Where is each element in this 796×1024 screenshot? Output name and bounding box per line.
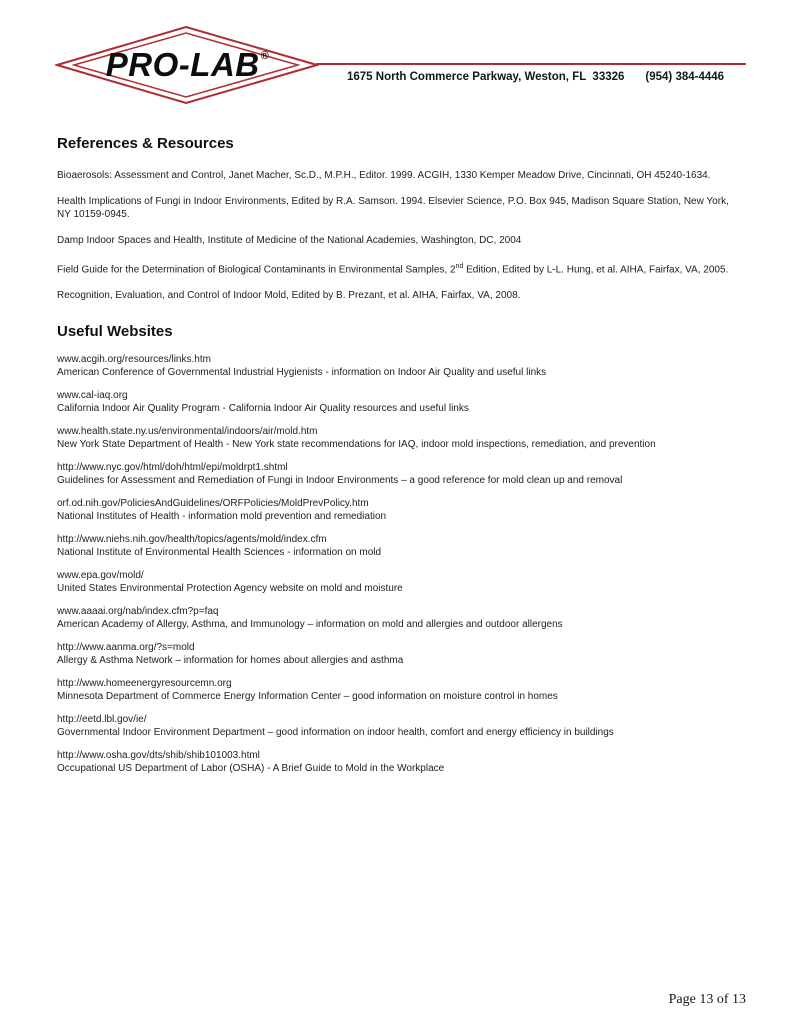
reference-item: Damp Indoor Spaces and Health, Institute of Medicine of the National Academies, Washington, DC, 2004 bbox=[57, 235, 522, 246]
website-url: http://www.nyc.gov/html/doh/html/epi/moldrpt1.shtml bbox=[57, 462, 288, 474]
registered-trademark-symbol: ® bbox=[260, 50, 270, 62]
company-address: 1675 North Commerce Parkway, Weston, FL 33326 bbox=[347, 71, 625, 83]
website-description: Occupational US Department of Labor (OSHA) - A Brief Guide to Mold in the Workplace bbox=[57, 763, 445, 775]
website-description: National Institute of Environmental Health Sciences - information on mold bbox=[57, 547, 382, 559]
document-content bbox=[57, 110, 756, 785]
reference-item bbox=[57, 195, 756, 221]
reference-item: Recognition, Evaluation, and Control of Indoor Mold, Edited by B. Prezant, et al. AIHA, Fairfax, VA, 2008. bbox=[57, 290, 521, 302]
website-url: www.acgih.org/resources/links.htm bbox=[57, 354, 211, 366]
website-url: www.aaaai.org/nab/index.cfm?p=faq bbox=[57, 606, 219, 618]
reference-line-1: Health Implications of Fungi in Indoor Environments, Edited by R.A. Samson. 1994. Elsevier Science, P.O. Box 945, Madison Square Station, New York, bbox=[57, 196, 729, 207]
website-url: www.epa.gov/mold/ bbox=[57, 570, 144, 582]
website-entry bbox=[57, 677, 756, 703]
company-phone: (954) 384-4446 bbox=[645, 71, 725, 83]
website-url: http://eetd.lbl.gov/ie/ bbox=[57, 714, 147, 726]
website-entry bbox=[57, 461, 756, 487]
website-description: United States Environmental Protection Agency website on mold and moisture bbox=[57, 583, 403, 595]
website-description: American Conference of Governmental Industrial Hygienists - information on Indoor Air Quality and useful links bbox=[57, 367, 547, 379]
website-description: California Indoor Air Quality Program - California Indoor Air Quality resources and useful links bbox=[57, 403, 469, 415]
website-description: National Institutes of Health - information mold prevention and remediation bbox=[57, 511, 387, 523]
website-url: http://www.homeenergyresourcemn.org bbox=[57, 678, 232, 690]
website-description: Allergy & Asthma Network – information for homes about allergies and asthma bbox=[57, 655, 404, 667]
reference-line-2: NY 10159-0945. bbox=[57, 209, 130, 220]
website-url: www.health.state.ny.us/environmental/indoors/air/mold.htm bbox=[57, 426, 318, 438]
website-entry bbox=[57, 497, 756, 523]
website-description: Minnesota Department of Commerce Energy Information Center – good information on moisture control in homes bbox=[57, 691, 558, 703]
website-entry bbox=[57, 569, 756, 595]
reference-item bbox=[57, 260, 756, 276]
website-url: orf.od.nih.gov/PoliciesAndGuidelines/ORFPolicies/MoldPrevPolicy.htm bbox=[57, 498, 369, 510]
ordinal-superscript: nd bbox=[455, 263, 464, 270]
website-entry bbox=[57, 713, 756, 739]
website-url: http://www.niehs.nih.gov/health/topics/agents/mold/index.cfm bbox=[57, 534, 327, 546]
page-number-label: Page 13 of 13 bbox=[668, 992, 746, 1007]
website-description: Governmental Indoor Environment Department – good information on indoor health, comfort and energy efficiency in buildings bbox=[57, 727, 614, 739]
website-description: Guidelines for Assessment and Remediation of Fungi in Indoor Environments – a good reference for mold clean up and removal bbox=[57, 475, 623, 487]
logo-text: PRO-LAB bbox=[105, 46, 260, 83]
logo-wordmark bbox=[55, 26, 319, 104]
website-entry bbox=[57, 641, 756, 667]
reference-item: Bioaerosols: Assessment and Control, Janet Macher, Sc.D., M.P.H., Editor. 1999. ACGIH, 1330 Kemper Meadow Drive, Cincinnati, OH 45240-1634. bbox=[57, 170, 711, 181]
website-description: American Academy of Allergy, Asthma, and Immunology – information on mold and allergies and outdoor allergens bbox=[57, 619, 563, 631]
reference-text-pre: Field Guide for the Determination of Biological Contaminants in Environmental Samples, 2 bbox=[57, 264, 456, 276]
header-address-row bbox=[347, 71, 724, 83]
websites-section-title: Useful Websites bbox=[57, 323, 173, 341]
website-url: http://www.osha.gov/dts/shib/shib101003.html bbox=[57, 750, 260, 762]
website-entry bbox=[57, 533, 756, 559]
website-entry bbox=[57, 605, 756, 631]
website-url: www.cal-iaq.org bbox=[57, 390, 128, 402]
website-entry bbox=[57, 389, 756, 415]
website-description: New York State Department of Health - New York state recommendations for IAQ, indoor mold inspections, remediation, and prevention bbox=[57, 439, 656, 451]
references-section-title: References & Resources bbox=[57, 135, 234, 152]
website-entry bbox=[57, 353, 756, 379]
website-url: http://www.aanma.org/?s=mold bbox=[57, 642, 195, 654]
website-entry bbox=[57, 749, 756, 775]
header-rule bbox=[316, 63, 746, 65]
reference-text-post: Edition, Edited by L-L. Hung, et al. AIHA, Fairfax, VA, 2005. bbox=[463, 264, 729, 276]
prolab-logo bbox=[55, 26, 319, 104]
website-entry bbox=[57, 425, 756, 451]
